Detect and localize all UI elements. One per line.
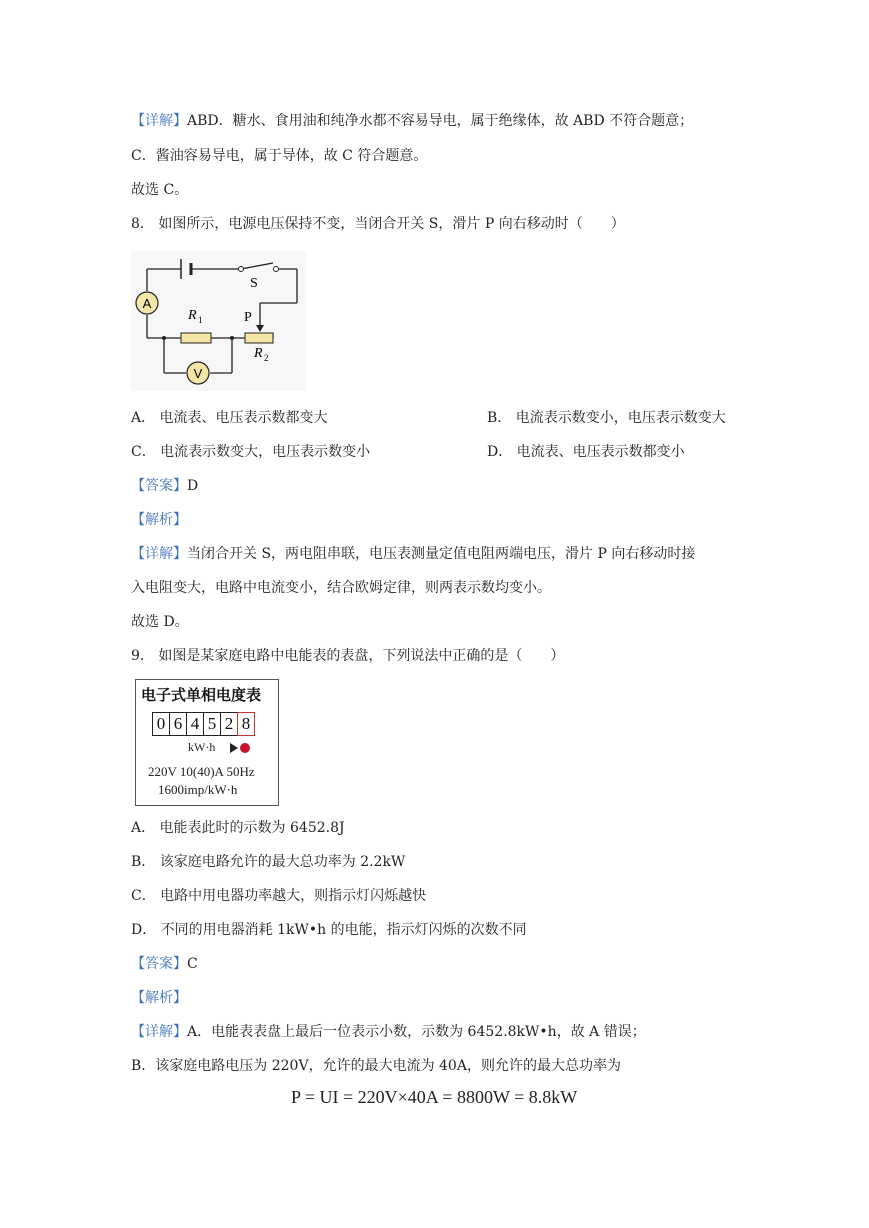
detail-9-line-2: B．该家庭电路电压为 220V，允许的最大电流为 40A，则允许的最大总功率为 <box>131 1058 621 1074</box>
option-9c: C． 电路中用电器功率越大，则指示灯闪烁越快 <box>131 888 427 904</box>
answer-8 <box>131 476 198 496</box>
meter-unit: kW·h <box>188 740 216 754</box>
detail-tag: 【详解】 <box>131 1024 187 1040</box>
meter-digit: 0 <box>152 712 170 736</box>
detail-9-line-1 <box>131 1022 646 1042</box>
answer-value: C <box>187 956 198 972</box>
option-9a: A． 电能表此时的示数为 6452.8J <box>131 820 345 836</box>
meter-digit: 2 <box>220 712 238 736</box>
meter-digits <box>152 712 254 736</box>
resistor-r1 <box>181 333 211 343</box>
meter-spec-rating: 220V 10(40)A 50Hz <box>148 764 255 779</box>
conclusion-8: 故选 D。 <box>131 614 189 630</box>
voltmeter-label: V <box>193 366 203 381</box>
question-8: 8． 如图所示，电源电压保持不变，当闭合开关 S，滑片 P 向右移动时（ ） <box>131 216 625 232</box>
meter-digit: 4 <box>186 712 204 736</box>
detail-8-line-2: 入电阻变大，电路中电流变小，结合欧姆定律，则两表示数均变小。 <box>131 580 551 596</box>
meter-digit: 5 <box>203 712 221 736</box>
r2-label: R <box>254 346 263 361</box>
option-8c: C． 电流表示数变大，电压表示数变小 <box>131 444 371 460</box>
option-8d: D． 电流表、电压表示数都变小 <box>487 444 685 460</box>
detail-line-2: C．酱油容易导电，属于导体，故 C 符合题意。 <box>131 148 428 164</box>
indicator-led-icon <box>240 743 250 753</box>
r2-subscript: 2 <box>264 353 269 363</box>
detail-8-line-1 <box>131 544 695 564</box>
answer-tag: 【答案】 <box>131 956 187 972</box>
rheostat-r2 <box>245 333 273 343</box>
play-arrow-icon <box>230 743 238 753</box>
power-formula: P = UI = 220V×40A = 8800W = 8.8kW <box>291 1087 578 1107</box>
option-8a: A． 电流表、电压表示数都变大 <box>131 410 328 426</box>
meter-spec-constant: 1600imp/kW·h <box>158 782 238 797</box>
detail-text: 当闭合开关 S，两电阻串联，电压表测量定值电阻两端电压，滑片 P 向右移动时接 <box>187 546 696 562</box>
detail-text: ABD．糖水、食用油和纯净水都不容易导电，属于绝缘体，故 ABD 不符合题意； <box>187 113 694 129</box>
option-9d: D． 不同的用电器消耗 1kW•h 的电能，指示灯闪烁的次数不同 <box>131 922 527 938</box>
option-8b: B． 电流表示数变小，电压表示数变大 <box>487 410 726 426</box>
slider-label: P <box>244 310 252 325</box>
option-9b: B． 该家庭电路允许的最大总功率为 2.2kW <box>131 854 406 870</box>
r1-subscript: 1 <box>198 315 203 325</box>
r1-label: R <box>188 308 197 323</box>
detail-text: A．电能表表盘上最后一位表示小数，示数为 6452.8kW•h，故 A 错误； <box>187 1024 646 1040</box>
meter-digit: 6 <box>169 712 187 736</box>
detail-tag: 【详解】 <box>131 113 187 129</box>
question-9: 9． 如图是某家庭电路中电能表的表盘，下列说法中正确的是（ ） <box>131 648 565 664</box>
switch-label: S <box>250 276 258 291</box>
detail-line-1 <box>131 111 693 131</box>
answer-value: D <box>187 478 199 494</box>
meter-decimal-digit: 8 <box>237 712 255 736</box>
ammeter-label: A <box>142 296 152 311</box>
detail-tag: 【详解】 <box>131 546 187 562</box>
answer-tag: 【答案】 <box>131 478 187 494</box>
answer-9 <box>131 954 198 974</box>
circuit-diagram <box>131 251 306 391</box>
energy-meter <box>135 679 279 806</box>
conclusion-line: 故选 C。 <box>131 182 189 198</box>
analysis-8-tag: 【解析】 <box>131 512 187 528</box>
analysis-9-tag: 【解析】 <box>131 990 187 1006</box>
meter-title: 电子式单相电度表 <box>141 686 262 704</box>
